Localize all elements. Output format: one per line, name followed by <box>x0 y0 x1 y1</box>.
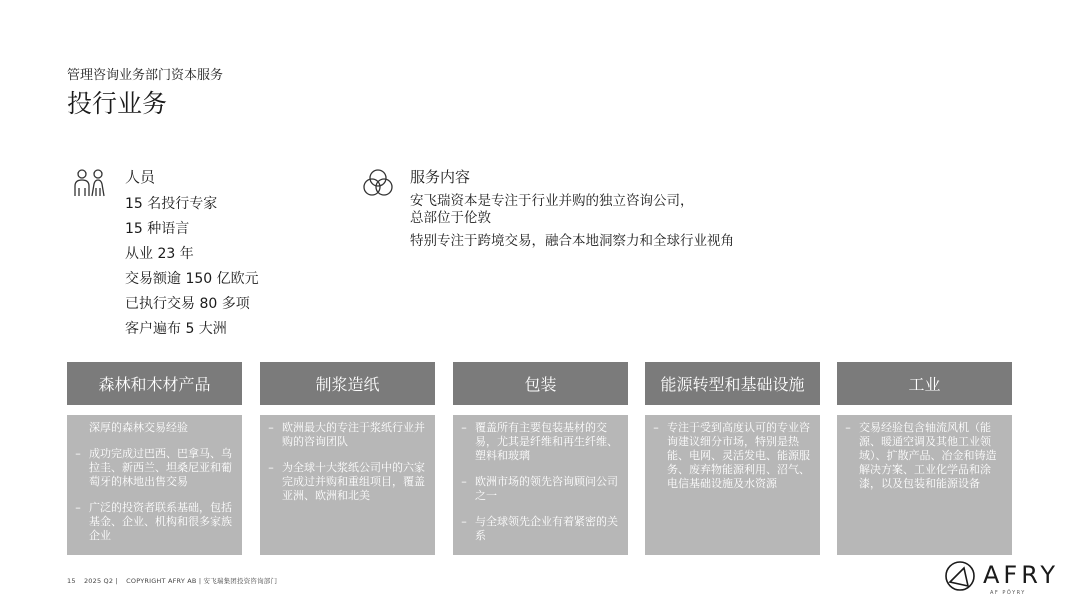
sector-header: 制浆造纸 <box>260 362 435 405</box>
list-item: – 专注于受到高度认可的专业咨询建议细分市场，特别是热能、电网、灵活发电、能源服务、废弃物能源利用、沼气、电信基础设施及水资源 <box>653 421 810 490</box>
sector-column-packaging <box>453 362 628 555</box>
footer-date: 2025 Q2 | <box>83 577 118 585</box>
sector-header: 工业 <box>837 362 1012 405</box>
sector-column-industry <box>837 362 1012 555</box>
sector-header: 森林和木材产品 <box>67 362 242 405</box>
people-heading: 人员 <box>125 168 156 186</box>
sector-column-pulp-paper <box>260 362 435 555</box>
afry-logo-icon <box>944 560 976 596</box>
sector-header: 能源转型和基础设施 <box>645 362 820 405</box>
service-line: 特别专注于跨境交易，融合本地洞察力和全球行业视角 <box>410 233 734 249</box>
list-item: 深厚的森林交易经验 <box>89 421 188 434</box>
sector-header: 包装 <box>453 362 628 405</box>
list-item: – 为全球十大浆纸公司中的六家完成过并购和重组项目，覆盖亚洲、欧洲和北美 <box>268 461 425 502</box>
people-item: 15 种语言 <box>125 221 190 237</box>
service-section <box>410 166 734 250</box>
sector-body <box>453 415 628 555</box>
list-item: – 广泛的投资者联系基础，包括基金、企业、机构和很多家族企业 <box>75 501 232 542</box>
people-item: 已执行交易 80 多项 <box>125 296 250 312</box>
people-item: 从业 23 年 <box>125 246 194 262</box>
page-number: 15 <box>67 577 76 585</box>
people-item: 15 名投行专家 <box>125 196 218 212</box>
sector-column-energy <box>645 362 820 555</box>
people-icon <box>73 168 107 202</box>
people-section <box>125 166 259 343</box>
logo-wordmark: AFRY <box>983 561 1060 589</box>
list-item: – 成功完成过巴西、巴拿马、乌拉圭、新西兰、坦桑尼亚和葡萄牙的林地出售交易 <box>75 447 232 488</box>
logo-subtext: AF PÖYRY <box>990 590 1026 596</box>
people-item: 客户遍布 5 大洲 <box>125 321 227 337</box>
sector-body <box>837 415 1012 555</box>
overlapping-circles-icon <box>362 168 394 202</box>
service-heading: 服务内容 <box>410 168 471 186</box>
sector-body <box>645 415 820 555</box>
sector-body <box>67 415 242 555</box>
service-line: 安飞瑞资本是专注于行业并购的独立咨询公司， <box>410 193 694 209</box>
list-item: – 交易经验包含轴流风机（能源、暖通空调及其他工业领域）、扩散产品、冶金和铸造解决方案、工业化学品和涂漆，以及包装和能源设备 <box>845 421 997 490</box>
sector-body <box>260 415 435 555</box>
footer-copyright: COPYRIGHT AFRY AB | 安飞瑞集团投资咨询部门 <box>126 577 278 585</box>
service-line: 总部位于伦敦 <box>410 210 491 226</box>
footer <box>67 576 283 585</box>
list-item: – 覆盖所有主要包装基材的交易，尤其是纤维和再生纤维、塑料和玻璃 <box>461 421 618 462</box>
list-item: – 与全球领先企业有着紧密的关系 <box>461 515 618 542</box>
people-item: 交易额逾 150 亿欧元 <box>125 271 259 287</box>
list-item: – 欧洲最大的专注于浆纸行业并购的咨询团队 <box>268 421 425 448</box>
page-subtitle: 管理咨询业务部门资本服务 <box>67 68 224 83</box>
list-item: – 欧洲市场的领先咨询顾问公司之一 <box>461 475 618 502</box>
page-title: 投行业务 <box>67 89 168 118</box>
sector-column-forest <box>67 362 242 555</box>
